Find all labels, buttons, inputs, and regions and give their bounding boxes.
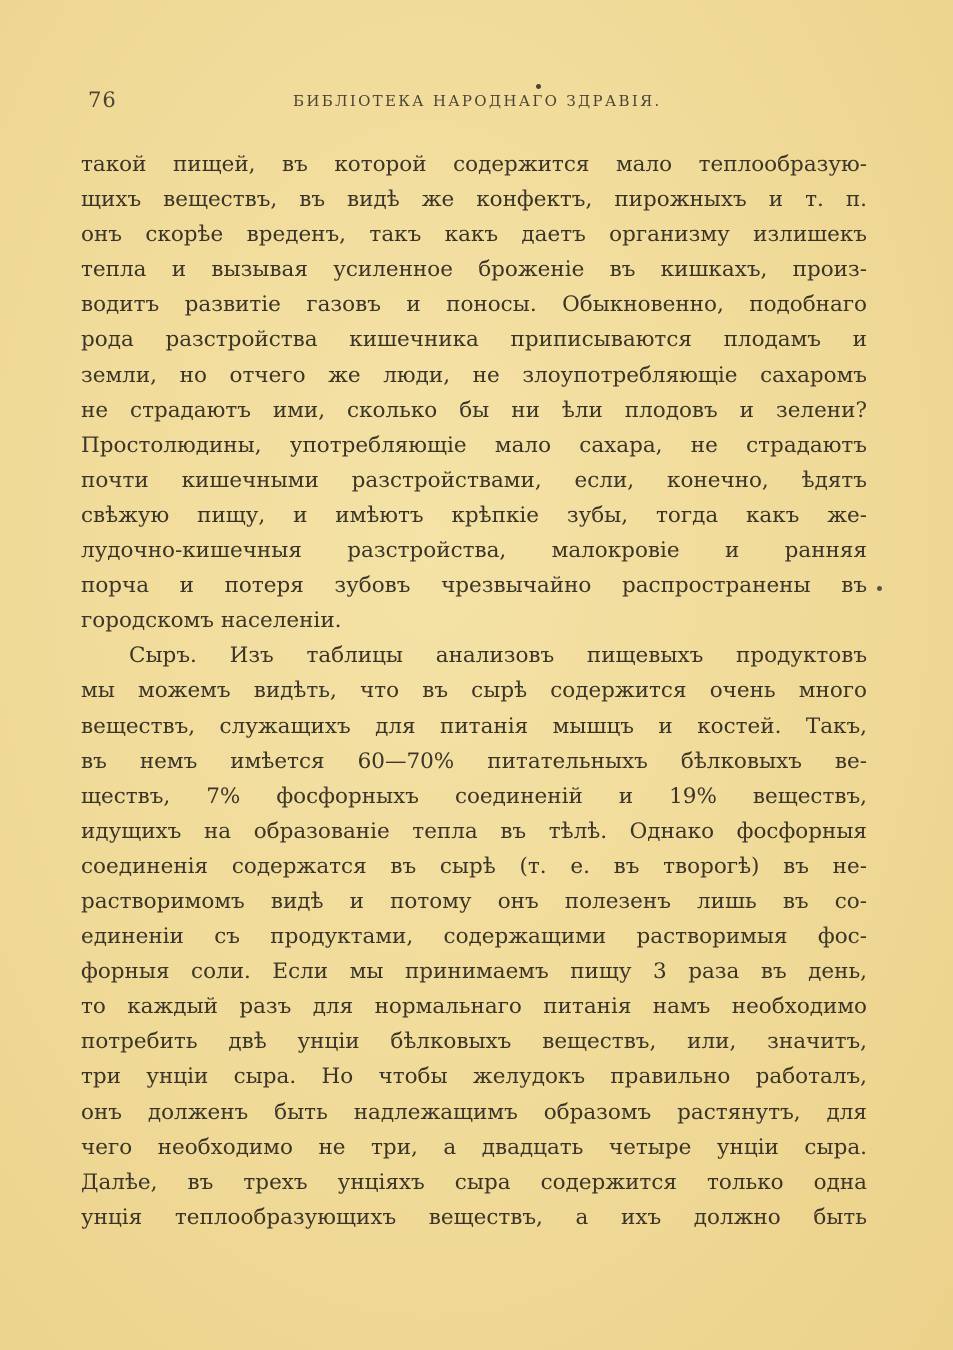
text-line: Далѣе, въ трехъ унціяхъ сыра содержится только одна [81,1169,867,1195]
text-line: земли, но отчего же люди, не злоупотребляющіе сахаромъ [81,362,867,388]
text-line: чего необходимо не три, а двадцать четыре унціи сыра. [81,1134,867,1160]
text-line: форныя соли. Если мы принимаемъ пищу 3 раза въ день, [81,959,867,985]
text-line: порча и потеря зубовъ чрезвычайно распространены въ [81,573,867,599]
text-line: щихъ веществъ, въ видѣ же конфектъ, пирожныхъ и т. п. [81,187,867,213]
text-line: потребить двѣ унціи бѣлковыхъ веществъ, или, значитъ, [81,1029,867,1055]
text-line: ществъ, 7% фосфорныхъ соединеній и 19% веществъ, [81,783,867,809]
running-title: БИБЛІОТЕКА НАРОДНАГО ЗДРАВІЯ. [293,92,662,110]
text-line: соединенія содержатся въ сырѣ (т. е. въ творогѣ) въ не- [81,853,867,879]
text-line: лудочно-кишечныя разстройства, малокровіе и ранняя [81,538,867,564]
text-line: городскомъ населеніи. [81,608,342,634]
text-line: тепла и вызывая усиленное броженіе въ кишкахъ, произ- [81,257,867,283]
text-line: единеніи съ продуктами, содержащими растворимыя фос- [81,924,867,950]
text-line: онъ скорѣе вреденъ, такъ какъ даетъ организму излишекъ [81,222,867,248]
text-line: водитъ развитіе газовъ и поносы. Обыкновенно, подобнаго [81,292,867,318]
paragraph-continuation [81,147,867,638]
page-number: 76 [88,88,117,112]
text-line: въ немъ имѣется 60—70% питательныхъ бѣлковыхъ ве- [81,748,867,774]
text-line: рода разстройства кишечника приписываются плодамъ и [81,327,867,353]
text-line: такой пищей, въ которой содержится мало теплообразую- [81,152,867,177]
text-line: Простолюдины, употребляющіе мало сахара, не страдаютъ [81,432,867,458]
body-text [81,147,867,1235]
text-line: почти кишечными разстройствами, если, конечно, ѣдятъ [81,467,867,493]
paragraph-cheese [81,638,867,1235]
text-line: онъ долженъ быть надлежащимъ образомъ растянутъ, для [81,1099,867,1125]
text-line: унція теплообразующихъ веществъ, а ихъ должно быть [81,1204,867,1230]
text-line: веществъ, служащихъ для питанія мышцъ и костей. Такъ, [81,713,867,739]
text-line: идущихъ на образованіе тепла въ тѣлѣ. Однако фосфорныя [81,818,867,844]
text-line: растворимомъ видѣ и потому онъ полезенъ лишь въ со- [81,888,867,914]
margin-ink-mark [877,586,882,591]
text-line: мы можемъ видѣть, что въ сырѣ содержится очень много [81,678,867,704]
text-line: то каждый разъ для нормальнаго питанія намъ необходимо [81,994,867,1020]
text-line: не страдаютъ ими, сколько бы ни ѣли плодовъ и зелени? [81,397,867,423]
text-line: свѣжую пищу, и имѣютъ крѣпкіе зубы, тогда какъ же- [81,502,867,528]
page-header [88,88,868,118]
text-line: три унціи сыра. Но чтобы желудокъ правильно работалъ, [81,1064,867,1090]
text-line: Сыръ. Изъ таблицы анализовъ пищевыхъ продуктовъ [129,643,867,669]
